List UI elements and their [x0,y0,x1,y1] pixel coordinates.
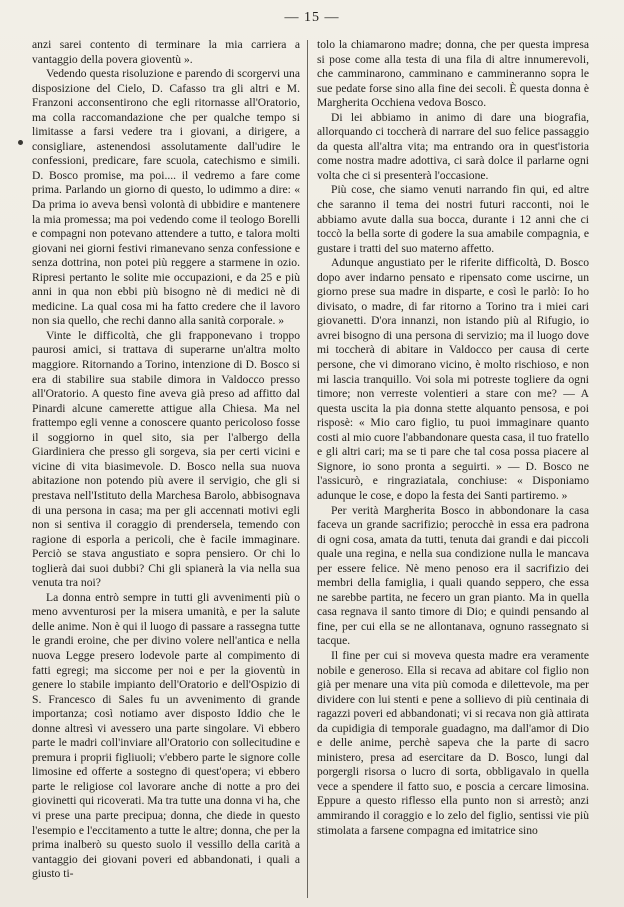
paragraph: Più cose, che siamo venuti narrando fin qui, ed altre che saranno il tema dei nostri futuri racconti, noi le abbiamo avute dalla sua bocca, durante i 12 anni che ci toccò la bella sorte di godere la sua amabile compagnia, e gustare i tratti del suo materno affetto. [317,183,589,255]
left-column [32,38,300,900]
page-number: — 15 — [284,10,340,25]
paragraph: Di lei abbiamo in animo di dare una biografia, allorquando ci toccherà di narrare del suo felice passaggio da questa all'altra vita; ma entrando ora in quest'istoria come nostra madre adottiva, ci sarà dolce il parlarne ogni volta che ci si presenterà l'occasione. [317,110,589,182]
margin-dot [18,140,23,145]
paragraph: Vedendo questa risoluzione e parendo di scorgervi una disposizione del Cielo, D. Cafasso tra gli altri e M. Franzoni acconsentirono che egli ritornasse all'Oratorio, ma colla raccomandazione che per qualche tempo si limitasse a farsi vedere tra i giovani, a dirigere, a consigliare, astenendosi assolutamente dall'udire le confessioni, predicare, fare scuola, catechismo e simili. D. Bosco promise, ma poi.... il vedremo a fare come prima. Parlando un giorno di questo, lo udimmo a dire: « Da prima io aveva bensì volontà di ubbidire e mantenere la mia promessa; ma poi vedendo come il teologo Borelli e compagni non potevano attendere a tutto, e talora molti giovani nei giorni festivi rimanevano senza confessione e senza dottrina, non potei più reggere a starmene in ozio. Ripresi pertanto le solite mie occupazioni, e da 25 e più anni in qua non ebbi più bisogno nè di medici nè di medicine. La qual cosa mi ha fatto credere che il lavoro non sia quello, che rechi danno alla sanità corporale. » [32,67,300,328]
paragraph: Il fine per cui si moveva questa madre era veramente nobile e generoso. Ella si recava ad abitare col figlio non già per menare una vita più comoda e dilettevole, ma per dividere con lui stenti e pene a sollievo di più centinaia di ragazzi poveri ed abbandonati; vi si recava non già attirata da cupidigia di temporale guadagno, ma dall'amor di Dio e delle anime, perchè sapeva che la parte di sacro ministero, presa ad esercitare da D. Bosco, lungi dal porgergli risorsa o lucro di sorta, obbligavalo in quella vece a spendere il fatto suo, e poscia a cercare limosina. Eppure a questo riflesso ella punto non si arrestò; anzi ammirando il coraggio e lo zelo del figlio, sentissi vie più stimolata a farsene compagna ed imitatrice sino [317,648,589,837]
paragraph: La donna entrò sempre in tutti gli avvenimenti più o meno avventurosi per la misera umanità, e per la salute delle anime. Non è qui il luogo di passare a rassegna tutte le grandi eroine, che per divino volere nell'antica e nella nuova Legge presero lodevole parte al compimento di fatti egregi; ma siccome per noi e per la gioventù in genere lo stabile impianto dell'Oratorio e dell'Ospizio di S. Francesco di Sales fu un avvenimento di grande importanza; così notiamo aver disposto Iddio che le donne altresì vi avessero una parte singolare. Vi ebbero parte le madri coll'inviare all'Oratorio con sollecitudine e premura i proprii figliuoli; v'ebbero parte le signore colle limosine ed offerte a sostegno di quest'opera; vi ebbero parte le religiose col lavorare anche di notte a pro dei giovinetti qui ricoverati. Ma tra tutte una donna vi ha, che vi prese una parte precipua; donna, che diede in questo l'esempio e l'eccitamento a tutte le altre; donna, che per la prima inalberò su questo suolo il vessillo della carità a vantaggio dei giovani poveri ed abbandonati, i quali a giusto ti- [32,590,300,881]
paragraph: Per verità Margherita Bosco in abbondonare la casa faceva un grande sacrifizio; perocchè in essa era padrona di ogni cosa, amata da tutti, tenuta dai grandi e dai piccoli quale una regina, e nella sua condizione nulla le mancava per essere felice. Nè meno penoso era il sacrifizio dei membri della famiglia, i quali quando seppero, che essa ne sarebbe partita, ne fecero un gran pianto. Ma in quella casa regnava il santo timore di Dio; e quindi pensando al fine, per cui ella se ne allontanava, ognuno rassegnato si tacque. [317,503,589,648]
paragraph: tolo la chiamarono madre; donna, che per questa impresa si pose come alla testa di una fila di altre innumerevoli, che camminarono, camminano e cammineranno sopra le sue pedate forse sino alla fine dei secoli. È questa donna è Margherita Occhiena vedova Bosco. [317,38,589,110]
paragraph: Adunque angustiato per le riferite difficoltà, D. Bosco dopo aver indarno pensato e ripensato come uscirne, un giorno prese sua madre in disparte, e così le parlò: Io ho divisato, o madre, di far ritorno a Torino tra i miei cari giovanetti. D'ora innanzi, non istando più al Rifugio, io avrei bisogno di una persona di servizio; ma il luogo dove mi toccherà di abitare in Valdocco per causa di certe persone, che vi dimorano vicino, è molto rischioso, e non mi lascia tranquillo. Voi sola mi potreste togliere da ogni timore; non verreste volentieri a stare con me? — A questa uscita la pia donna stette alquanto pensosa, e poi risposè: « Mio caro figlio, tu puoi immaginare quanto costi al mio cuore l'abbandonare questa casa, il tuo fratello e gli altri cari; ma se ti pare che tal cosa possa piacere al Signore, io sono pronta a seguirti. » — D. Bosco ne l'assicurò, e ringraziatala, conchiuse: « Disponiamo adunque le cose, e dopo la festa dei Santi partiremo. » [317,256,589,502]
paragraph: Vinte le difficoltà, che gli frapponevano i troppo paurosi amici, si trattava di superarne un'altra molto maggiore. Ritornando a Torino, intenzione di D. Bosco si era di stabilire sua stabile dimora in Valdocco presso all'Oratorio. A questo fine aveva già preso ad affitto dal Pinardi alcune camerette attigue alla Chiesa. Ma nel frattempo egli venne a conoscere quanto pericoloso fosse il soggiorno in quel sito, sia per l'albergo della Giardiniera che presso gli sorgeva, sia per certi vicini e vicine di vita biasimevole. D. Bosco nella sua nuova abitazione non potendo più avere il servigio, che gli si prestava nell'Istituto della Marchesa Barolo, abbisognava di una persona in casa; ma per gli accennati motivi egli non si sentiva il coraggio di prendersela, temendo con ragione di esporla a pericoli, che è facile immaginare. Perciò se stava angustiato e sopra pensiero. Or chi lo toglierà dai suoi dubbi? Chi gli spianerà la via nella sua venuta tra noi? [32,328,300,590]
right-column [317,38,589,900]
column-divider [307,40,308,898]
paragraph: anzi sarei contento di terminare la mia carriera a vantaggio della povera gioventù ». [32,38,300,66]
